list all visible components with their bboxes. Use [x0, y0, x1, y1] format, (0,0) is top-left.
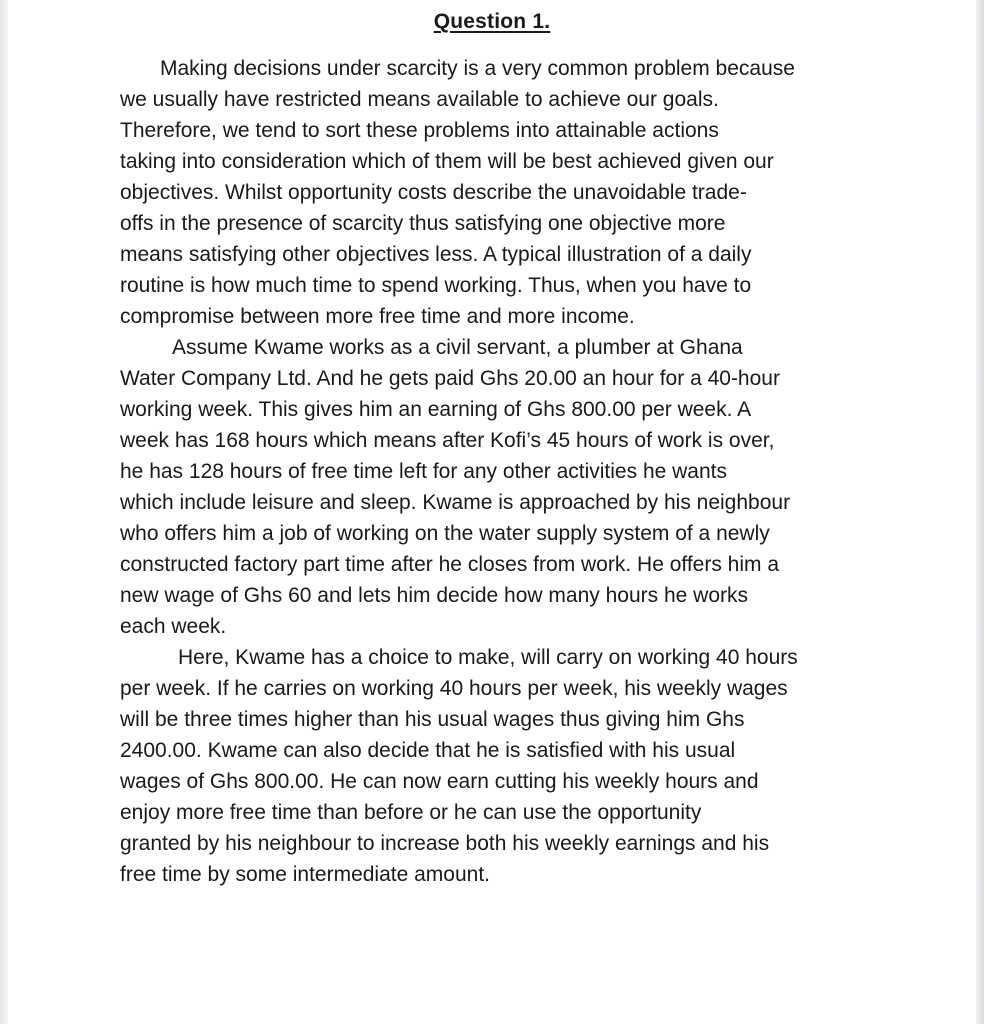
text-line: compromise between more free time and more income.: [120, 305, 635, 328]
text-line: constructed factory part time after he closes from work. He offers him a: [120, 553, 780, 576]
text-line: offs in the presence of scarcity thus satisfying one objective more: [120, 212, 726, 235]
text-line: per week. If he carries on working 40 hours per week, his weekly wages: [120, 677, 788, 700]
text-line: Therefore, we tend to sort these problems into attainable actions: [120, 119, 719, 142]
text-line: enjoy more free time than before or he can use the opportunity: [120, 801, 702, 824]
text-line: each week.: [120, 615, 227, 638]
text-line: routine is how much time to spend working. Thus, when you have to: [120, 274, 752, 297]
text-line: means satisfying other objectives less. A typical illustration of a daily: [120, 243, 752, 266]
text-line: 2400.00. Kwame can also decide that he is satisfied with his usual: [120, 739, 736, 762]
text-line: Making decisions under scarcity is a very common problem because: [160, 57, 795, 80]
page-left-edge: [0, 0, 8, 1024]
text-line: objectives. Whilst opportunity costs describe the unavoidable trade-: [120, 181, 747, 204]
text-line: we usually have restricted means available to achieve our goals.: [120, 88, 719, 111]
text-line: which include leisure and sleep. Kwame is approached by his neighbour: [120, 491, 791, 514]
text-line: taking into consideration which of them will be best achieved given our: [120, 150, 774, 173]
text-line: will be three times higher than his usual wages thus giving him Ghs: [120, 708, 745, 731]
text-line: Assume Kwame works as a civil servant, a plumber at Ghana: [172, 336, 743, 359]
text-line: granted by his neighbour to increase both his weekly earnings and his: [120, 832, 770, 855]
text-line: wages of Ghs 800.00. He can now earn cutting his weekly hours and: [120, 770, 759, 793]
question-body: [120, 53, 880, 890]
text-line: Here, Kwame has a choice to make, will carry on working 40 hours: [178, 646, 798, 669]
document-page: [8, 0, 976, 1024]
text-line: week has 168 hours which means after Kofi’s 45 hours of work is over,: [120, 429, 775, 452]
text-line: Water Company Ltd. And he gets paid Ghs 20.00 an hour for a 40-hour: [120, 367, 780, 390]
text-line: he has 128 hours of free time left for any other activities he wants: [120, 460, 727, 483]
text-line: new wage of Ghs 60 and lets him decide how many hours he works: [120, 584, 749, 607]
text-line: free time by some intermediate amount.: [120, 863, 491, 886]
text-line: who offers him a job of working on the water supply system of a newly: [120, 522, 770, 545]
page-right-edge: [976, 0, 984, 1024]
text-line: working week. This gives him an earning of Ghs 800.00 per week. A: [120, 398, 752, 421]
question-title: Question 1.: [433, 10, 551, 33]
